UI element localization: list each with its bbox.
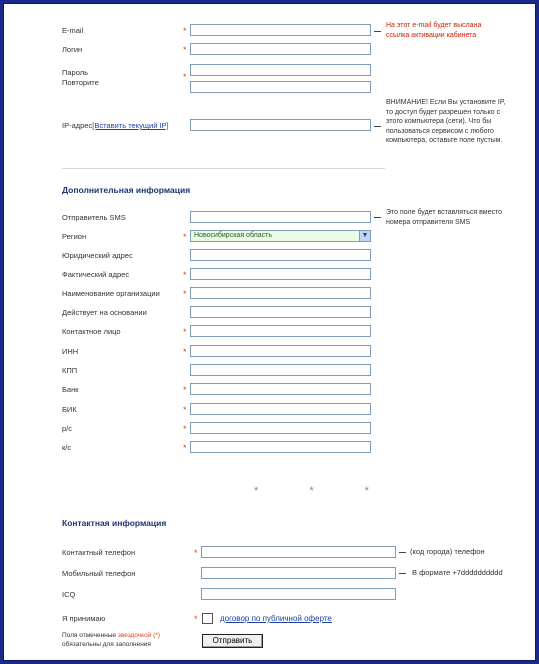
actual-address-label: Фактический адрес	[62, 270, 130, 279]
required-star: *	[194, 548, 198, 558]
insert-current-ip-link[interactable]: [Вставить текущий IP]	[92, 121, 169, 130]
required-star: *	[194, 614, 198, 624]
login-label: Логин	[62, 45, 83, 54]
required-star: *	[183, 443, 187, 453]
required-star: *	[183, 72, 187, 82]
ks-input[interactable]	[190, 441, 371, 453]
registration-form-page	[3, 3, 536, 661]
actual-address-input[interactable]	[190, 268, 371, 280]
basis-label: Действует на основании	[62, 308, 147, 317]
sms-sender-note: Это поле будет вставляться вместо номера отправителя SMS	[386, 209, 503, 226]
ip-input[interactable]	[190, 119, 371, 131]
email-note: На этот e-mail будет выслана ссылка активации кабинета	[386, 22, 482, 39]
required-star: *	[183, 26, 187, 36]
password-input[interactable]	[190, 64, 371, 76]
chevron-down-icon[interactable]: ▼	[359, 231, 370, 241]
rs-input[interactable]	[190, 422, 371, 434]
footnote-prefix: Поля отмеченные	[62, 632, 118, 639]
note-dash	[399, 552, 406, 553]
bank-label: Банк	[62, 385, 79, 394]
region-label: Регион	[62, 232, 87, 241]
region-select-value: Новосибирская область	[194, 232, 272, 239]
inn-input[interactable]	[190, 345, 371, 357]
note-dash	[374, 126, 381, 127]
note-dash	[374, 217, 381, 218]
accept-label: Я принимаю	[62, 614, 106, 623]
contact-phone-label: Контактный телефон	[62, 548, 136, 557]
email-label: E-mail	[62, 26, 84, 35]
kpp-input[interactable]	[190, 364, 371, 376]
sms-sender-input[interactable]	[190, 211, 371, 223]
divider	[62, 168, 385, 169]
password-label: Пароль	[62, 68, 89, 77]
org-name-input[interactable]	[190, 287, 371, 299]
required-star: *	[183, 424, 187, 434]
phone-format-note: (код города) телефон	[410, 547, 485, 556]
required-star: *	[183, 347, 187, 357]
mobile-phone-input[interactable]	[201, 567, 396, 579]
required-star: *	[183, 405, 187, 415]
required-fields-footnote	[62, 631, 172, 649]
kpp-label: КПП	[62, 366, 78, 375]
password-repeat-input[interactable]	[190, 81, 371, 93]
inn-label: ИНН	[62, 347, 79, 356]
required-star: *	[183, 327, 187, 337]
bik-label: БИК	[62, 405, 77, 414]
contact-person-label: Контактное лицо	[62, 327, 121, 336]
ip-label-text: IP-адрес	[62, 121, 93, 130]
sms-sender-label: Отправитель SMS	[62, 213, 126, 222]
section-separator: * * *	[254, 485, 393, 497]
required-star: *	[183, 232, 187, 242]
login-input[interactable]	[190, 43, 371, 55]
email-input[interactable]	[190, 24, 371, 36]
required-star: *	[183, 45, 187, 55]
contact-info-title: Контактная информация	[62, 518, 167, 528]
submit-button[interactable]: Отправить	[202, 634, 263, 648]
note-dash	[399, 573, 406, 574]
footnote-suffix: обязательны для заполнения	[62, 641, 151, 648]
bik-input[interactable]	[190, 403, 371, 415]
footnote-star-word: звездочкой (*)	[117, 632, 161, 639]
ks-label: к/с	[62, 443, 72, 452]
public-offer-link[interactable]: договор по публичной оферте	[220, 614, 332, 623]
basis-input[interactable]	[190, 306, 371, 318]
password-repeat-label: Повторите	[62, 78, 99, 87]
contact-phone-input[interactable]	[201, 546, 396, 558]
required-star: *	[183, 270, 187, 280]
required-star: *	[183, 289, 187, 299]
region-select[interactable]	[190, 230, 371, 242]
contact-person-input[interactable]	[190, 325, 371, 337]
rs-label: р/с	[62, 424, 73, 433]
accept-offer-checkbox[interactable]	[202, 613, 213, 624]
mobile-format-note: В формате +7dddddddddd	[412, 568, 503, 577]
mobile-phone-label: Мобильный телефон	[62, 569, 136, 578]
ip-label	[62, 121, 169, 131]
legal-address-label: Юридический адрес	[62, 251, 133, 260]
icq-input[interactable]	[201, 588, 396, 600]
icq-label: ICQ	[62, 590, 76, 599]
required-star: *	[183, 385, 187, 395]
note-dash	[374, 31, 381, 32]
ip-warning-note: ВНИМАНИЕ! Если Вы установите IP, то доступ будет разрешен только с этого компьютера (сети). Что бы пользоваться сервисом с любого компьютера, оставьте поле пустым.	[386, 99, 506, 144]
bank-input[interactable]	[190, 383, 371, 395]
legal-address-input[interactable]	[190, 249, 371, 261]
org-name-label: Наименование организации	[62, 289, 160, 298]
additional-info-title: Дополнительная информация	[62, 185, 191, 195]
